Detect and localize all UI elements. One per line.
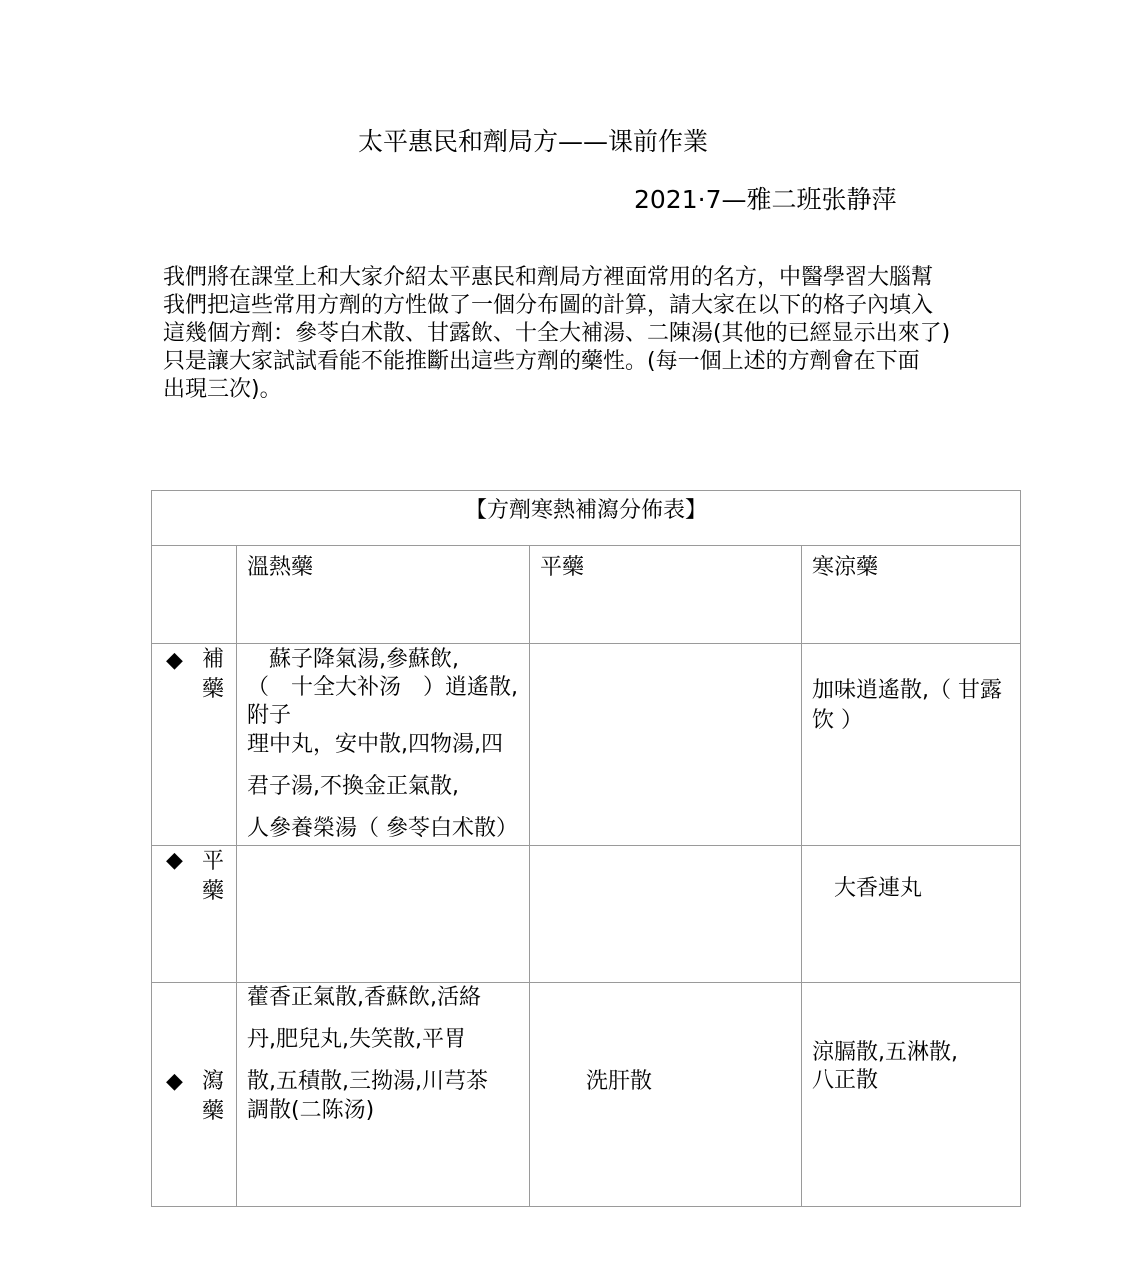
cell-neutral-warm [237,846,530,983]
row-label-char: 藥 [202,677,225,702]
intro-line: 我們將在課堂上和大家介紹太平惠民和劑局方裡面常用的名方，中醫學習大腦幫 [163,265,934,290]
corner-cell [152,546,237,644]
column-header-cold: 寒涼藥 [802,546,1021,644]
formula-line: 散,五積散,三拗湯,川芎茶 [247,1069,488,1094]
formula-line: 蘇子降氣湯,參蘇飲, [269,647,459,672]
formula-line: 丹,肥兒丸,失笑散,平胃 [247,1027,466,1052]
intro-line: 出現三次)。 [163,377,282,402]
row-label-tonify [152,644,237,846]
cell-purge-warm [237,983,530,1207]
formula-line: 藿香正氣散,香蘇飲,活絡 [247,985,481,1010]
diamond-bullet-icon: ◆ [166,848,183,873]
row-label-char: 藥 [202,879,225,904]
cell-tonify-warm [237,644,530,846]
row-label-purge [152,983,237,1207]
formula-line: 涼膈散,五淋散, [812,1040,958,1065]
formula-line: 理中丸，安中散,四物湯,四 [247,732,503,757]
formula-line: 調散(二陈汤) [247,1098,375,1123]
cell-tonify-neutral [530,644,802,846]
cell-purge-neutral [530,983,802,1207]
column-header-warm: 溫熱藥 [237,546,530,644]
cell-neutral-neutral [530,846,802,983]
author-byline: 2021·7—雅二班张静萍 [634,185,897,214]
table-caption: 【方劑寒熱補瀉分佈表】 [152,491,1021,546]
diamond-bullet-icon: ◆ [166,1069,183,1094]
document-title: 太平惠民和劑局方——课前作業 [358,127,709,156]
intro-line: 只是讓大家試試看能不能推斷出這些方劑的藥性。(每一個上述的方劑會在下面 [163,349,920,374]
row-label-neutral [152,846,237,983]
row-label-char: 平 [202,849,225,874]
cell-tonify-cold [802,644,1021,846]
intro-paragraph [163,264,973,404]
formula-line: 饮 ） [812,708,863,733]
formula-line: 附子 [247,703,292,728]
cell-neutral-cold [802,846,1021,983]
intro-line: 我們把這些常用方劑的方性做了一個分布圖的計算，請大家在以下的格子內填入 [163,293,934,318]
row-label-char: 補 [202,647,225,672]
formula-line: 人參養榮湯（ 參苓白术散） [247,816,518,841]
formula-line: 加味逍遙散,（ 甘露 [812,678,1002,703]
formula-line: 大香連丸 [834,876,923,901]
formula-line: （ 十全大补汤 ）逍遙散, [247,675,518,700]
formula-line: 洗肝散 [586,1069,653,1094]
formula-line: 八正散 [812,1068,879,1093]
formula-distribution-table [151,490,1021,1207]
row-label-char: 藥 [202,1099,225,1124]
intro-line: 這幾個方劑：參苓白术散、甘露飲、十全大補湯、二陳湯(其他的已經显示出來了) [163,321,951,346]
diamond-bullet-icon: ◆ [166,648,183,673]
column-header-neutral: 平藥 [530,546,802,644]
row-label-char: 瀉 [202,1069,225,1094]
formula-line: 君子湯,不換金正氣散, [247,774,459,799]
cell-purge-cold [802,983,1021,1207]
